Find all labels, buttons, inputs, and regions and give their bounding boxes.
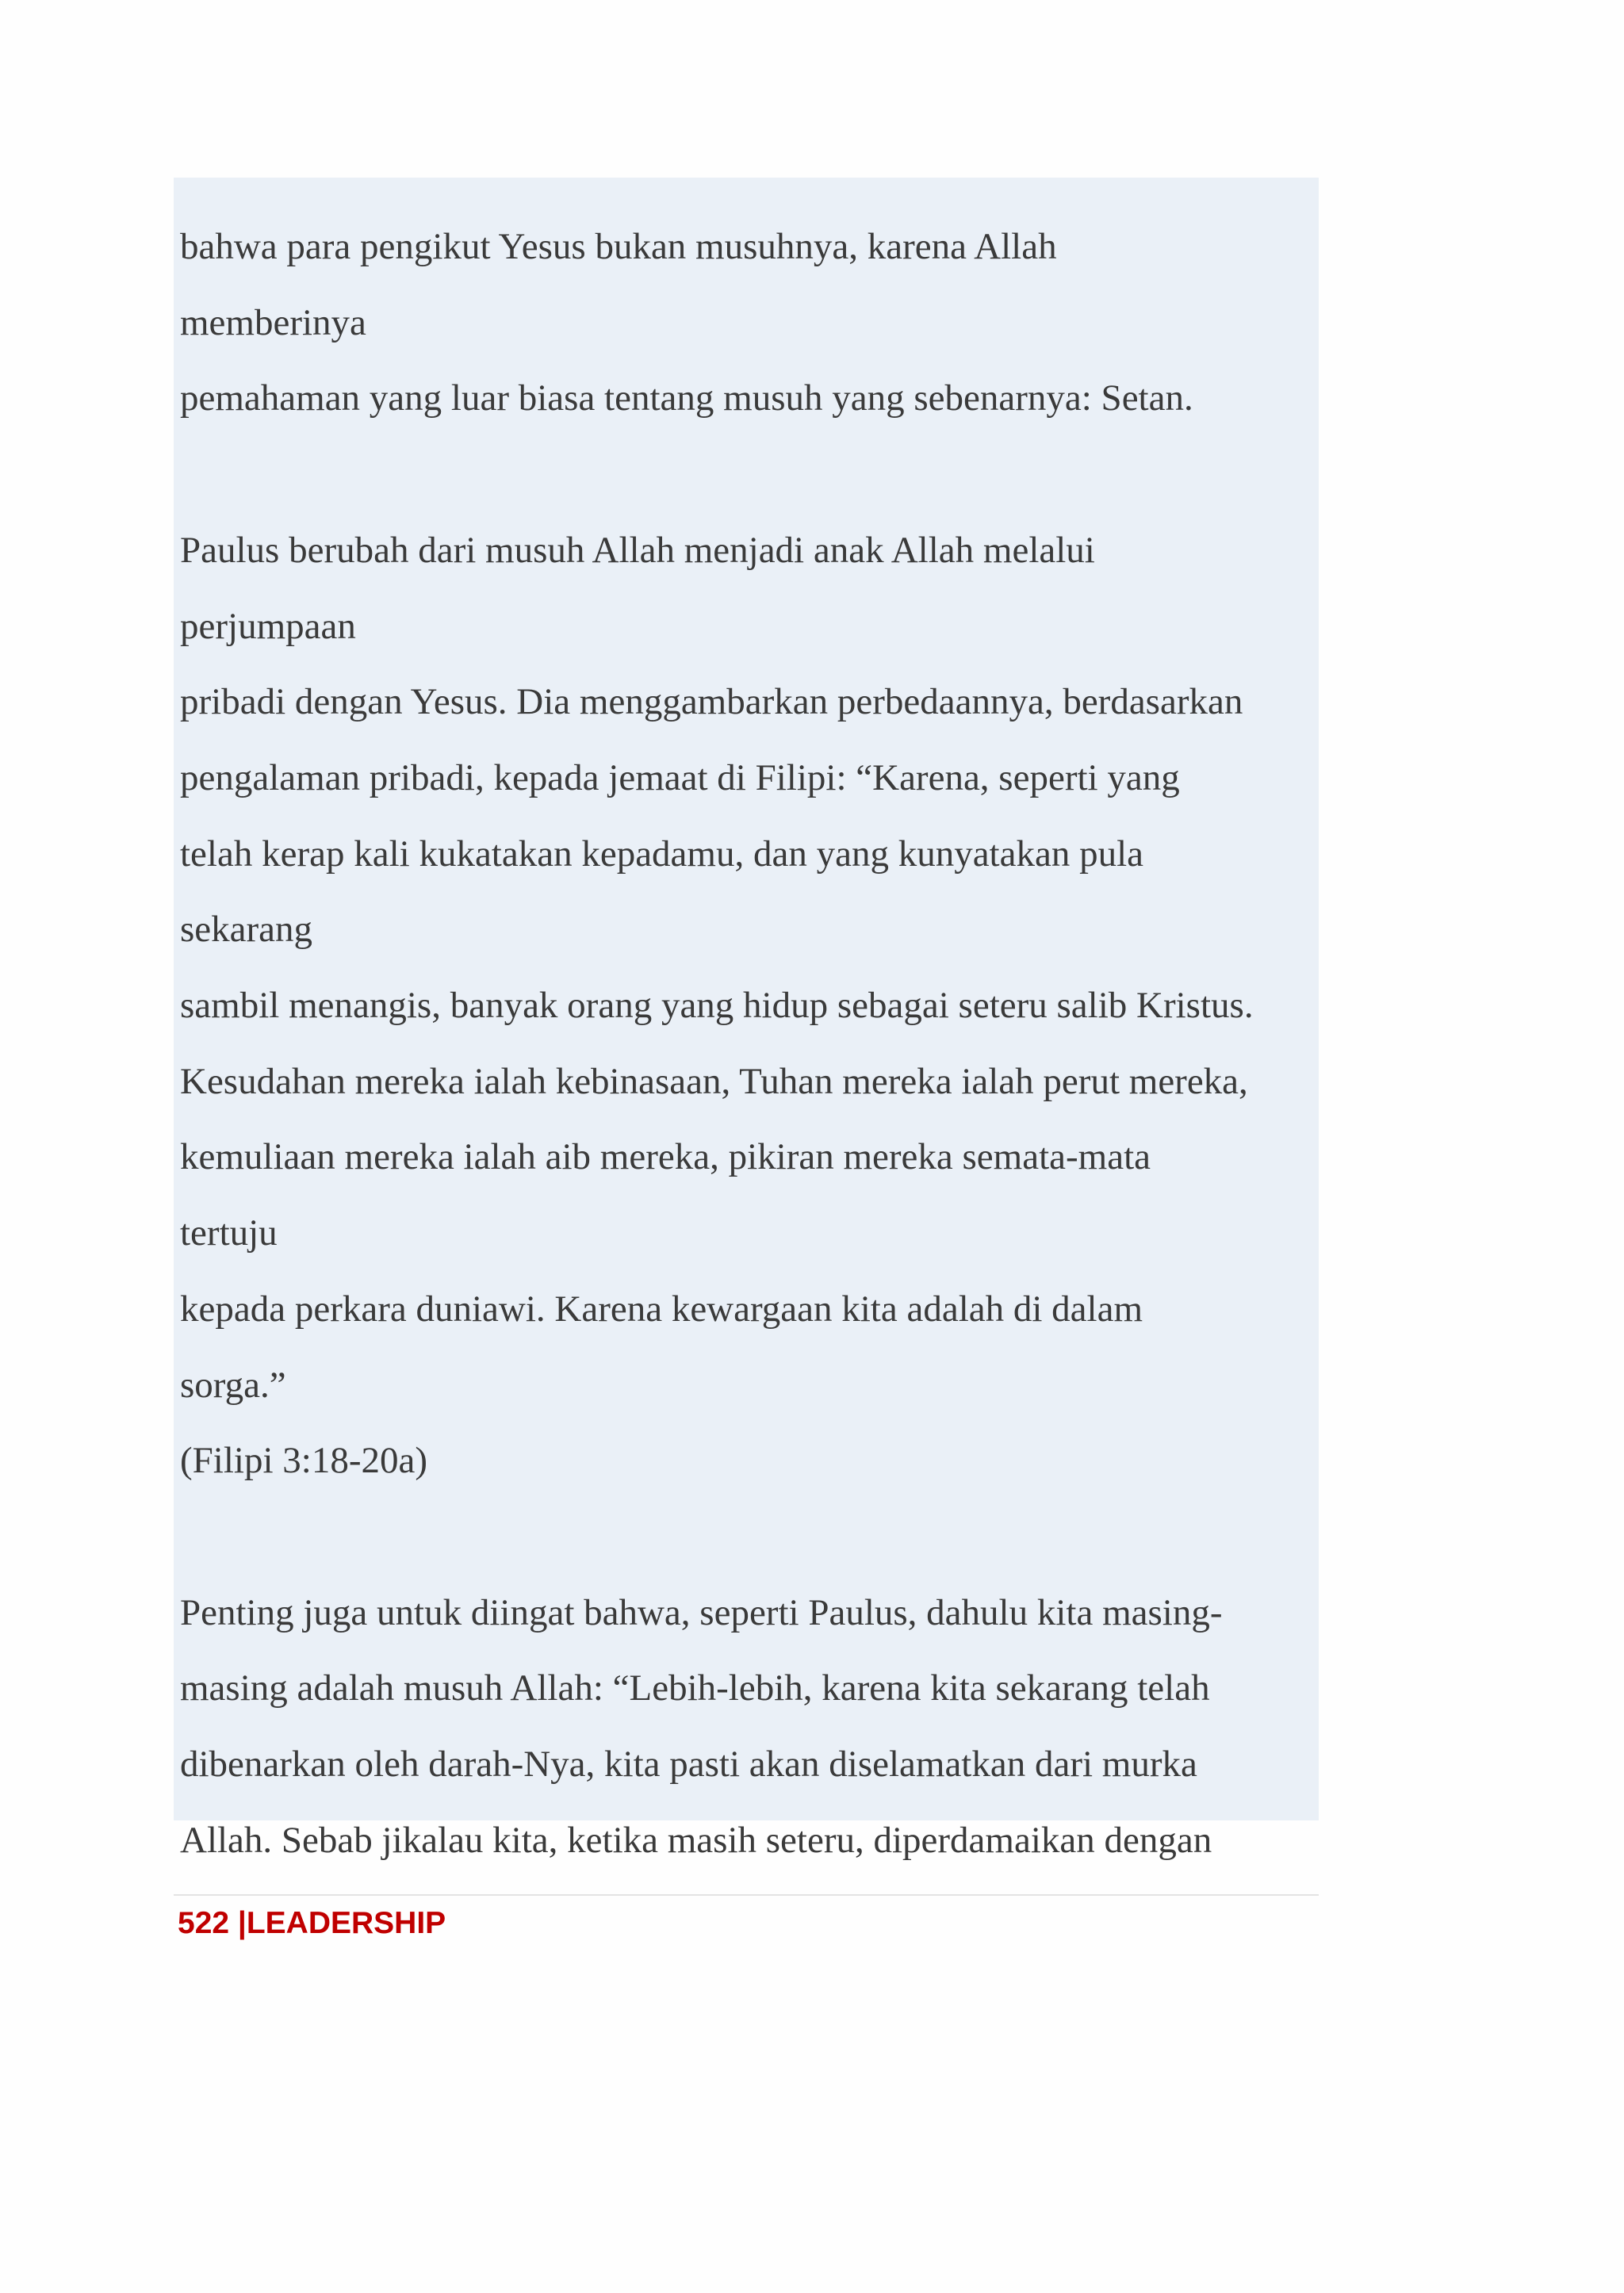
text-line: kemuliaan mereka ialah aib mereka, pikiran mereka semata-mata — [180, 1136, 1151, 1178]
text-line: pengalaman pribadi, kepada jemaat di Filipi: “Karena, seperti yang — [180, 756, 1180, 798]
text-line: Penting juga untuk diingat bahwa, seperti Paulus, dahulu kita masing- — [180, 1591, 1223, 1633]
text-line: telah kerap kali kukatakan kepadamu, dan yang kunyatakan pula — [180, 833, 1144, 875]
text-line: pemahaman yang luar biasa tentang musuh yang sebenarnya: Setan. — [180, 377, 1193, 419]
footer-divider — [174, 1894, 1319, 1896]
text-line: sambil menangis, banyak orang yang hidup sebagai seteru salib Kristus. — [180, 985, 1254, 1027]
text-line: sorga.” — [180, 1364, 286, 1406]
paragraph-gap — [180, 437, 1322, 513]
text-line: sekarang — [180, 909, 313, 951]
text-line: Kesudahan mereka ialah kebinasaan, Tuhan mereka ialah perut mereka, — [180, 1060, 1248, 1102]
text-line: masing adalah musuh Allah: “Lebih-lebih, karena kita sekarang telah — [180, 1667, 1210, 1709]
text-line: Allah. Sebab jikalau kita, ketika masih seteru, diperdamaikan dengan — [180, 1819, 1212, 1861]
text-line: memberinya — [180, 301, 366, 343]
text-line: (Filipi 3:18-20a) — [180, 1440, 427, 1482]
text-line: kepada perkara duniawi. Karena kewargaan kita adalah di dalam — [180, 1288, 1143, 1330]
page-footer: 522 |LEADERSHIP — [178, 1906, 446, 1940]
text-line: tertuju — [180, 1212, 278, 1254]
body-text — [180, 209, 1322, 1878]
text-line: Paulus berubah dari musuh Allah menjadi anak Allah melalui — [180, 529, 1095, 571]
text-line: perjumpaan — [180, 605, 356, 647]
text-line: dibenarkan oleh darah-Nya, kita pasti akan diselamatkan dari murka — [180, 1744, 1197, 1786]
text-line: bahwa para pengikut Yesus bukan musuhnya, karena Allah — [180, 226, 1057, 267]
text-line: pribadi dengan Yesus. Dia menggambarkan perbedaannya, berdasarkan — [180, 681, 1243, 723]
paragraph-gap — [180, 1499, 1322, 1575]
